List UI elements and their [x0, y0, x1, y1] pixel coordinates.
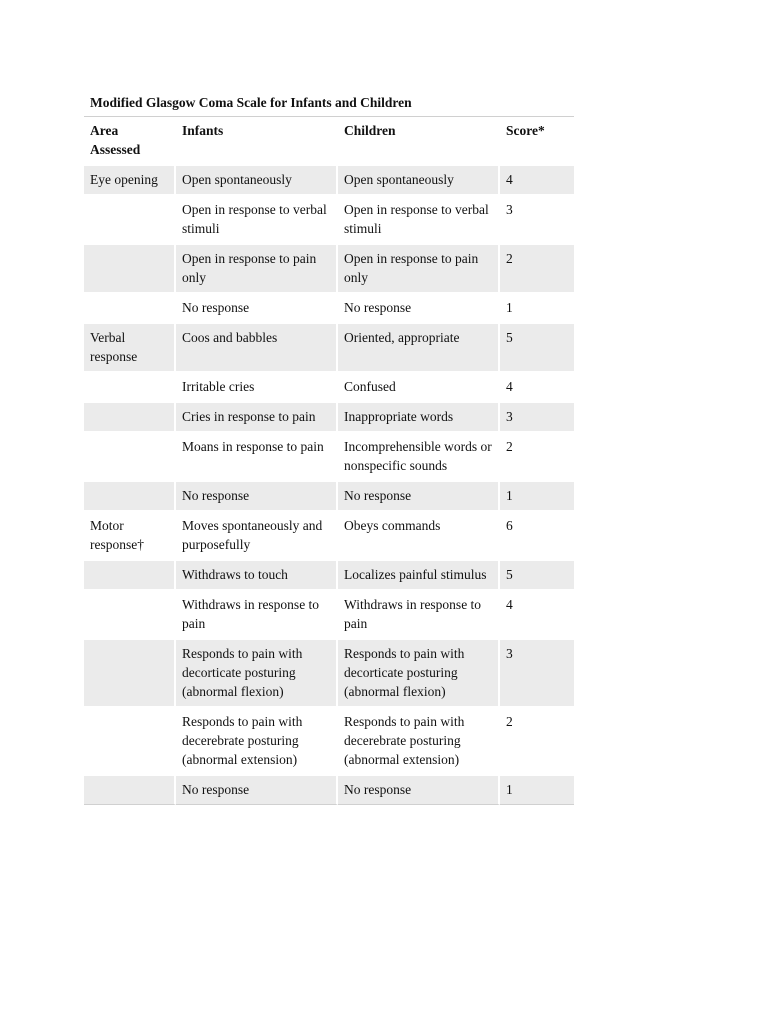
table-body	[84, 166, 574, 805]
table-header-row	[84, 117, 574, 166]
document-page	[84, 94, 574, 805]
table-row	[84, 591, 574, 640]
cell-area	[84, 482, 176, 512]
cell-children: Open in response to verbal stimuli	[338, 196, 500, 245]
table-row	[84, 708, 574, 776]
cell-children: Inappropriate words	[338, 403, 500, 433]
cell-area	[84, 640, 176, 708]
cell-area	[84, 591, 176, 640]
cell-infants: Coos and babbles	[176, 324, 338, 373]
header-score: Score*	[500, 117, 574, 166]
cell-area: Verbal response	[84, 324, 176, 373]
cell-score: 1	[500, 482, 574, 512]
cell-children: Responds to pain with decerebrate posturing (abnormal extension)	[338, 708, 500, 776]
cell-infants: Withdraws to touch	[176, 561, 338, 591]
cell-children: Obeys commands	[338, 512, 500, 561]
cell-children: Withdraws in response to pain	[338, 591, 500, 640]
cell-infants: Open spontaneously	[176, 166, 338, 196]
cell-children: Open spontaneously	[338, 166, 500, 196]
cell-score: 6	[500, 512, 574, 561]
table-row	[84, 245, 574, 294]
cell-score: 5	[500, 324, 574, 373]
cell-infants: No response	[176, 482, 338, 512]
cell-children: Confused	[338, 373, 500, 403]
table-row	[84, 776, 574, 805]
glasgow-coma-scale-table	[84, 117, 574, 805]
cell-children: Responds to pain with decorticate posturing (abnormal flexion)	[338, 640, 500, 708]
cell-area	[84, 561, 176, 591]
cell-score: 2	[500, 433, 574, 482]
cell-area: Eye opening	[84, 166, 176, 196]
table-caption: Modified Glasgow Coma Scale for Infants and Children	[84, 94, 574, 117]
table-row	[84, 561, 574, 591]
cell-infants: Open in response to verbal stimuli	[176, 196, 338, 245]
cell-area	[84, 245, 176, 294]
header-children: Children	[338, 117, 500, 166]
cell-children: Oriented, appropriate	[338, 324, 500, 373]
cell-infants: No response	[176, 776, 338, 805]
cell-score: 1	[500, 294, 574, 324]
table-row	[84, 640, 574, 708]
header-area-assessed: Area Assessed	[84, 117, 176, 166]
cell-score: 3	[500, 640, 574, 708]
cell-area	[84, 373, 176, 403]
table-row	[84, 294, 574, 324]
table-row	[84, 482, 574, 512]
cell-children: No response	[338, 482, 500, 512]
cell-score: 3	[500, 403, 574, 433]
cell-score: 1	[500, 776, 574, 805]
table-row	[84, 166, 574, 196]
cell-children: Open in response to pain only	[338, 245, 500, 294]
cell-area	[84, 433, 176, 482]
cell-score: 5	[500, 561, 574, 591]
table-row	[84, 324, 574, 373]
cell-area: Motor response†	[84, 512, 176, 561]
cell-area	[84, 403, 176, 433]
cell-infants: No response	[176, 294, 338, 324]
cell-infants: Open in response to pain only	[176, 245, 338, 294]
cell-score: 2	[500, 708, 574, 776]
cell-score: 3	[500, 196, 574, 245]
cell-score: 4	[500, 166, 574, 196]
cell-infants: Responds to pain with decerebrate posturing (abnormal extension)	[176, 708, 338, 776]
cell-area	[84, 776, 176, 805]
table-row	[84, 512, 574, 561]
cell-children: No response	[338, 776, 500, 805]
table-row	[84, 196, 574, 245]
cell-infants: Moves spontaneously and purposefully	[176, 512, 338, 561]
table-row	[84, 373, 574, 403]
cell-children: Localizes painful stimulus	[338, 561, 500, 591]
cell-area	[84, 294, 176, 324]
cell-children: No response	[338, 294, 500, 324]
cell-area	[84, 708, 176, 776]
cell-score: 4	[500, 591, 574, 640]
table-row	[84, 433, 574, 482]
cell-infants: Cries in response to pain	[176, 403, 338, 433]
header-infants: Infants	[176, 117, 338, 166]
cell-children: Incomprehensible words or nonspecific sounds	[338, 433, 500, 482]
cell-infants: Moans in response to pain	[176, 433, 338, 482]
cell-infants: Withdraws in response to pain	[176, 591, 338, 640]
cell-infants: Responds to pain with decorticate posturing (abnormal flexion)	[176, 640, 338, 708]
cell-infants: Irritable cries	[176, 373, 338, 403]
cell-score: 2	[500, 245, 574, 294]
table-row	[84, 403, 574, 433]
cell-score: 4	[500, 373, 574, 403]
cell-area	[84, 196, 176, 245]
